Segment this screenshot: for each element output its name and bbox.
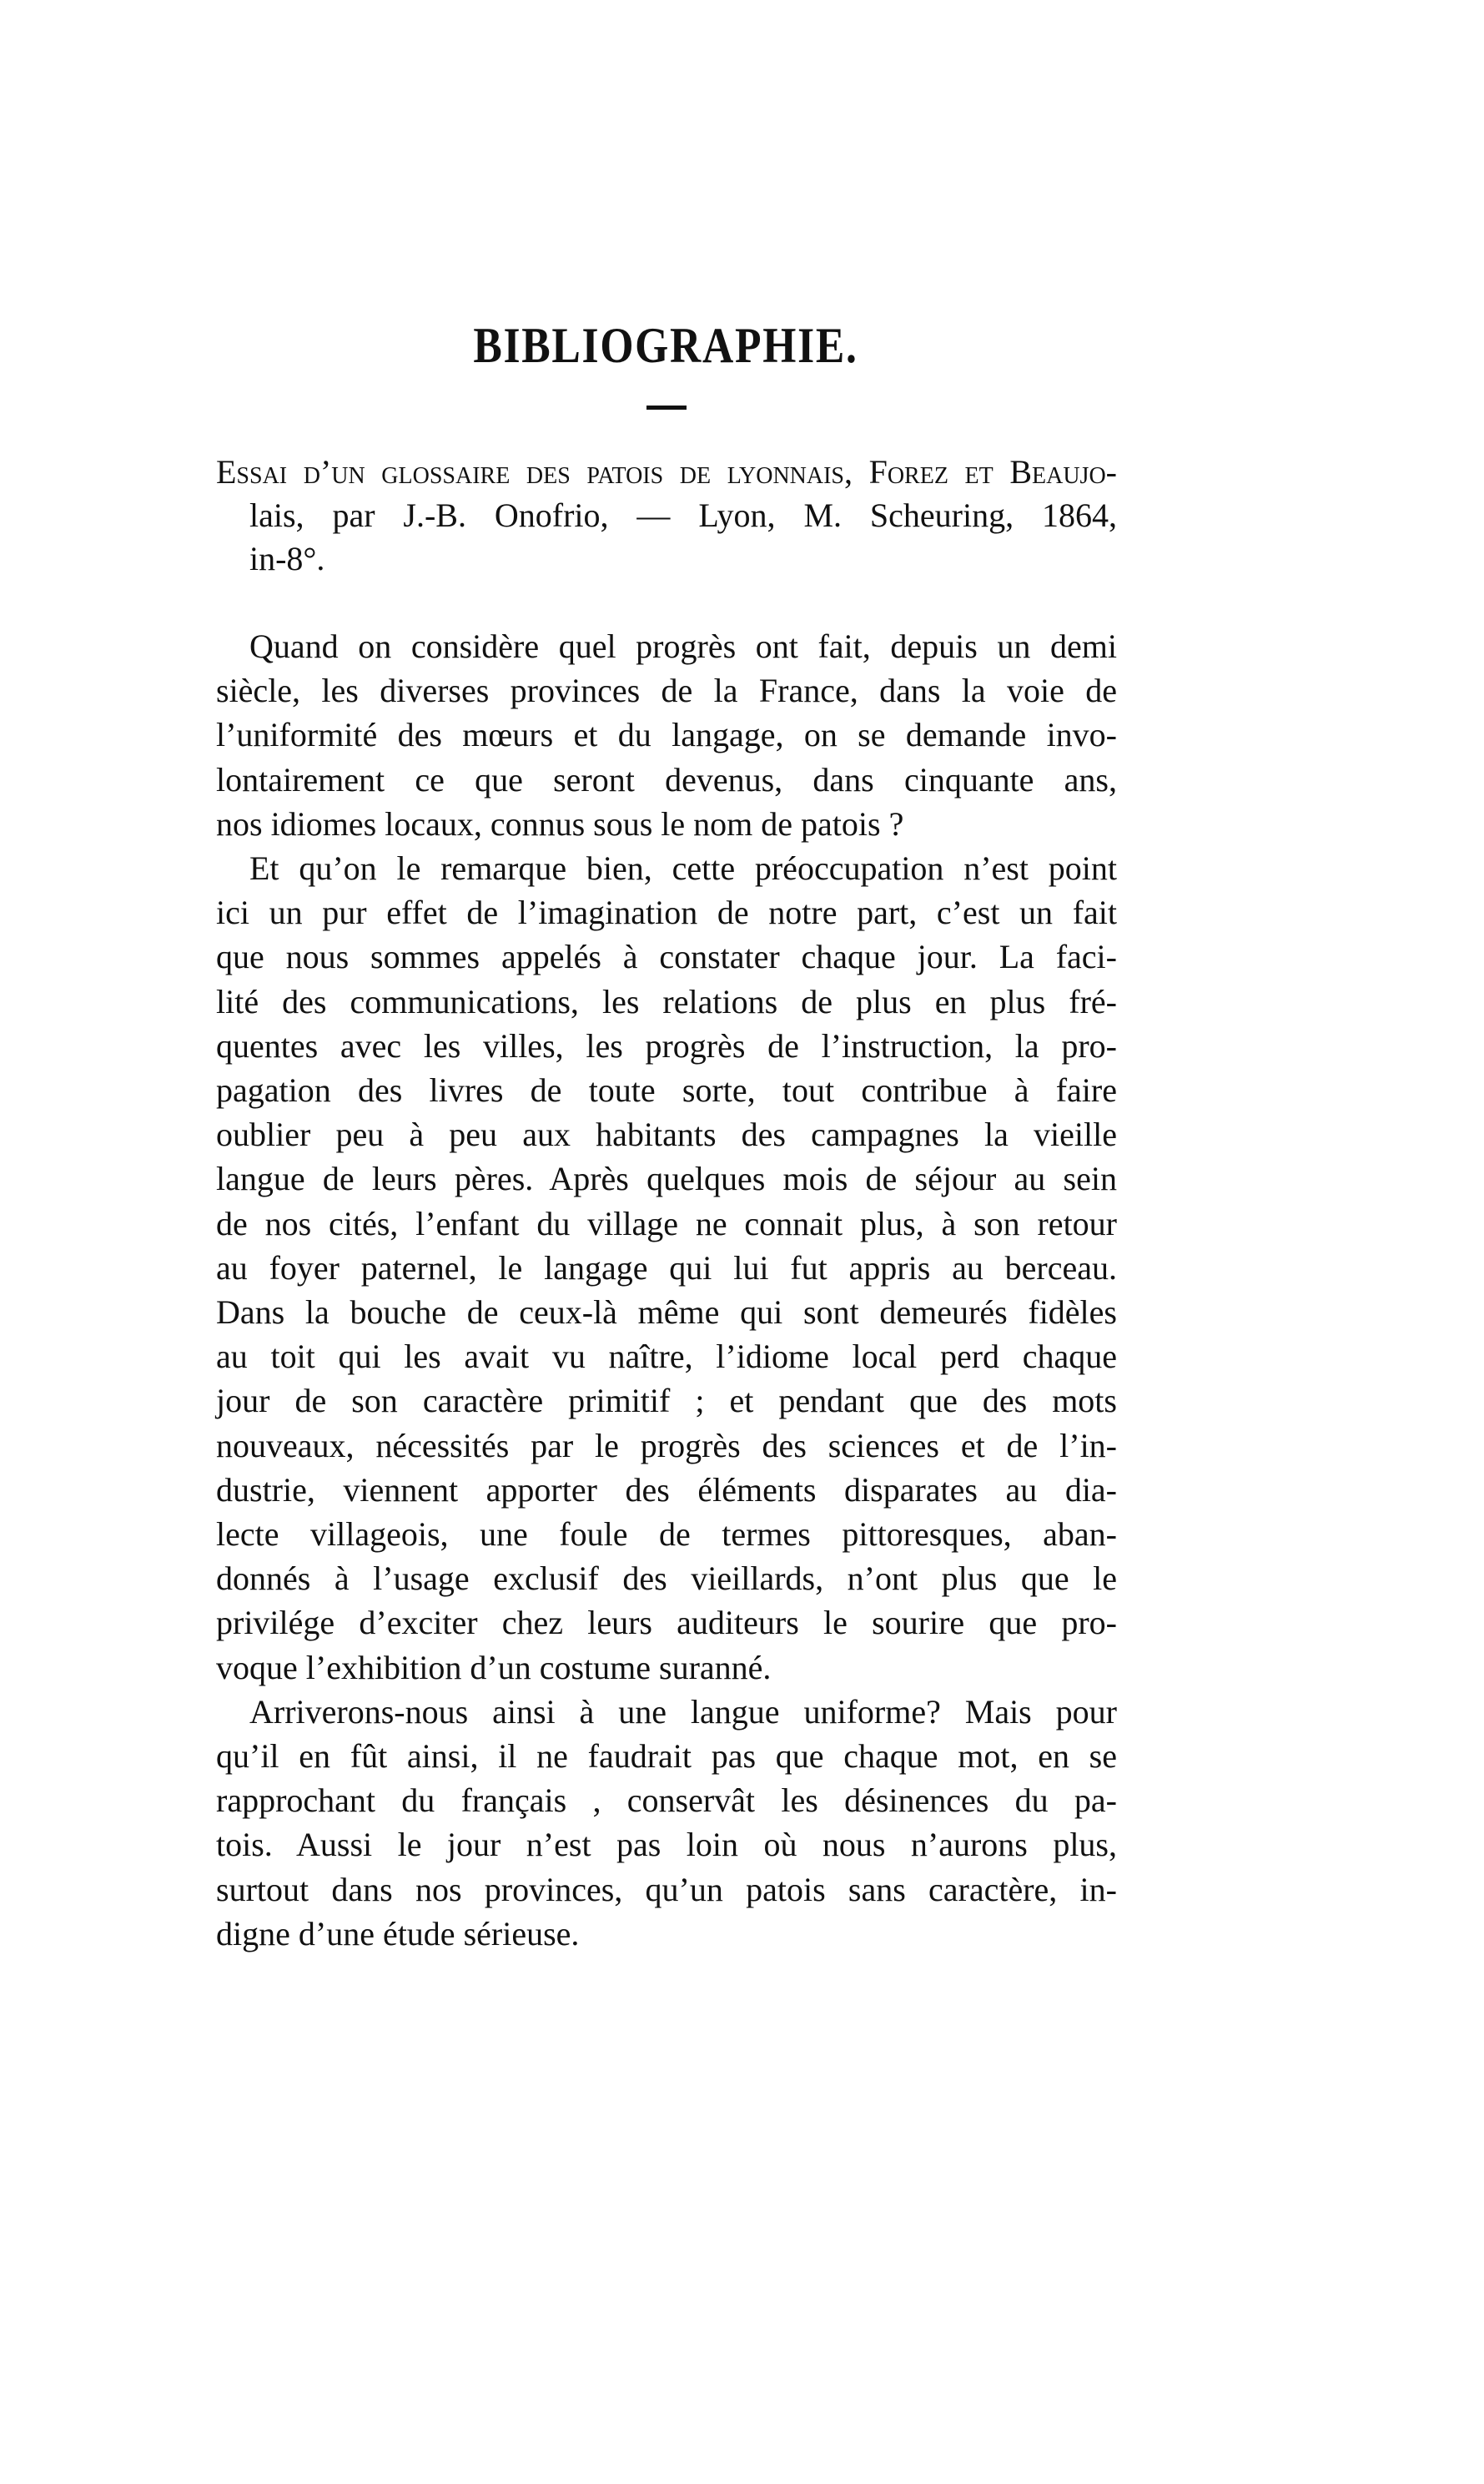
- text-line: l’uniformité des mœurs et du langage, on se demande invo-: [216, 716, 1117, 754]
- text-line: lité des communications, les relations de plus en plus fré-: [216, 982, 1117, 1020]
- paragraph: [216, 846, 1117, 1690]
- text-line: langue de leurs pères. Après quelques mois de séjour au sein: [216, 1160, 1117, 1198]
- text-line: pagation des livres de toute sorte, tout contribue à faire: [216, 1071, 1117, 1110]
- text-line: oublier peu à peu aux habitants des campagnes la vieille: [216, 1116, 1117, 1154]
- body-text: [216, 624, 1117, 1956]
- text-line: digne d’une étude sérieuse.: [216, 1914, 580, 1952]
- paragraph: [216, 1690, 1117, 1956]
- paragraph: [216, 624, 1117, 846]
- text-line: jour de son caractère primitif ; et pendant que des mots: [216, 1382, 1117, 1420]
- text-line: siècle, les diverses provinces de la France, dans la voie de: [216, 672, 1117, 710]
- text-line: lontairement ce que seront devenus, dans cinquante ans,: [216, 760, 1117, 799]
- bibliographic-citation: [216, 451, 1117, 581]
- text-line: que nous sommes appelés à constater chaque jour. La faci-: [216, 938, 1117, 976]
- text-line: voque l’exhibition d’un costume suranné.: [216, 1648, 772, 1686]
- text-line: nouveaux, nécessités par le progrès des sciences et de l’in-: [216, 1426, 1117, 1464]
- text-line: de nos cités, l’enfant du village ne connait plus, à son retour: [216, 1204, 1117, 1242]
- text-line: au foyer paternel, le langage qui lui fut appris au berceau.: [216, 1248, 1117, 1287]
- text-line: au toit qui les avait vu naître, l’idiome local perd chaque: [216, 1338, 1117, 1376]
- citation-line: in-8°.: [249, 540, 325, 577]
- text-line: Quand on considère quel progrès ont fait, depuis un demi: [249, 627, 1117, 665]
- text-line: surtout dans nos provinces, qu’un patois sans caractère, in-: [216, 1870, 1117, 1908]
- text-line: nos idiomes locaux, connus sous le nom de patois ?: [216, 804, 904, 843]
- text-line: Arriverons-nous ainsi à une langue uniforme? Mais pour: [249, 1692, 1117, 1731]
- text-line: dustrie, viennent apporter des éléments disparates au dia-: [216, 1470, 1117, 1509]
- text-line: lecte villageois, une foule de termes pittoresques, aban-: [216, 1515, 1117, 1554]
- title-rule: [646, 406, 687, 410]
- citation-line: Essai d’un glossaire des patois de lyonnais, Forez et Beaujo-: [216, 453, 1117, 491]
- text-line: tois. Aussi le jour n’est pas loin où nous n’aurons plus,: [216, 1826, 1117, 1864]
- text-line: rapprochant du français , conservât les désinences du pa-: [216, 1781, 1117, 1820]
- text-line: privilége d’exciter chez leurs auditeurs le sourire que pro-: [216, 1604, 1117, 1642]
- text-line: ici un pur effet de l’imagination de notre part, c’est un fait: [216, 894, 1117, 932]
- text-line: qu’il en fût ainsi, il ne faudrait pas que chaque mot, en se: [216, 1737, 1117, 1776]
- text-line: donnés à l’usage exclusif des vieillards, n’ont plus que le: [216, 1559, 1117, 1598]
- text-line: Et qu’on le remarque bien, cette préoccupation n’est point: [249, 849, 1117, 888]
- text-line: Dans la bouche de ceux-là même qui sont demeurés fidèles: [216, 1293, 1117, 1332]
- citation-line: lais, par J.-B. Onofrio, — Lyon, M. Scheuring, 1864,: [249, 496, 1117, 534]
- text-line: quentes avec les villes, les progrès de l’instruction, la pro-: [216, 1026, 1117, 1065]
- page-title: BIBLIOGRAPHIE.: [473, 318, 858, 373]
